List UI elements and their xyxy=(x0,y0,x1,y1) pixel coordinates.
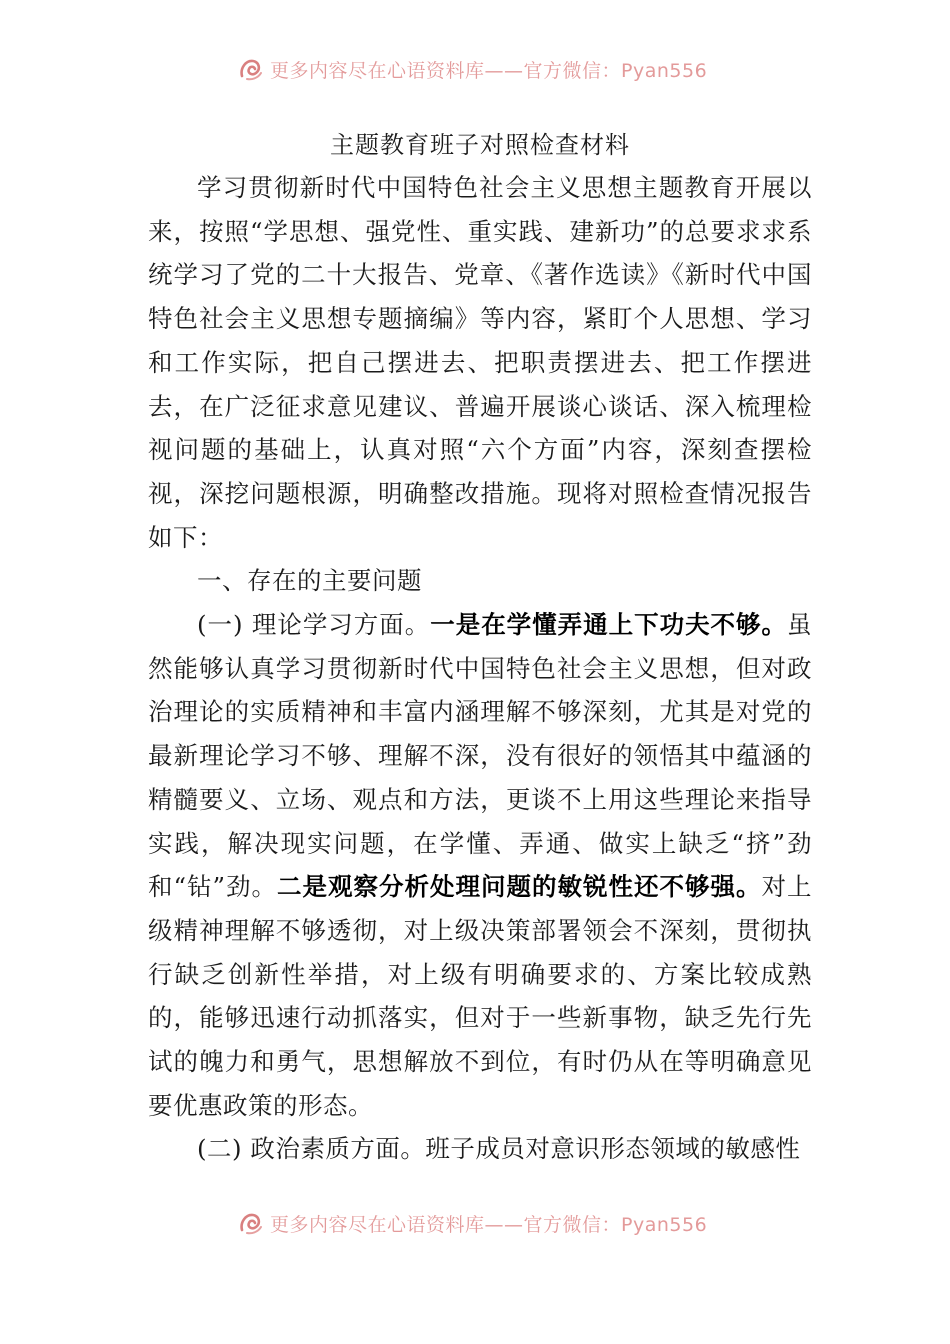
document-body xyxy=(148,124,812,1171)
watermark-banner-bottom xyxy=(238,1208,718,1238)
paragraph-text-one: 虽然能够认真学习贯彻新时代中国特色社会主义思想，但对政治理论的实质精神和丰富内涵理解不够深刻，尤其是对党的最新理论学习不够、理解不深，没有很好的领悟其中蕴涵的精髓要义、立场、观点和方法，更谈不上用这些理论来指导实践，解决现实问题，在学懂、弄通、做实上缺乏“挤”劲和“钻”劲。 xyxy=(148,610,812,902)
bold-point-one: 一是在学懂弄通上下功夫不够。 xyxy=(430,610,787,640)
bold-point-two: 二是观察分析处理问题的敏锐性还不够强。 xyxy=(277,872,762,902)
swirl-logo-icon xyxy=(238,56,264,82)
watermark-text: 更多内容尽在心语资料库——官方微信：Pyan556 xyxy=(270,1213,708,1236)
document-title: 主题教育班子对照检查材料 xyxy=(330,131,630,159)
watermark-banner-top xyxy=(238,54,718,84)
watermark-text: 更多内容尽在心语资料库——官方微信：Pyan556 xyxy=(270,59,708,82)
intro-paragraph: 学习贯彻新时代中国特色社会主义思想主题教育开展以来，按照“学思想、强党性、重实践、建新功”的总要求求系统学习了党的二十大报告、党章、《著作选读》《新时代中国特色社会主义思想专题摘编》等内容，紧盯个人思想、学习和工作实际，把自己摆进去、把职责摆进去、把工作摆进去，在广泛征求意见建议、普遍开展谈心谈话、深入梳理检视问题的基础上，认真对照“六个方面”内容，深刻查摆检视，深挖问题根源，明确整改措施。现将对照检查情况报告如下： xyxy=(148,173,812,552)
swirl-logo-icon xyxy=(238,1210,264,1236)
paragraph-text-two: 对上级精神理解不够透彻，对上级决策部署领会不深刻，贯彻执行缺乏创新性举措，对上级有明确要求的、方案比较成熟的，能够迅速行动抓落实，但对于一些新事物，缺乏先行先试的魄力和勇气，思想解放不到位，有时仍从在等明确意见要优惠政策的形态。 xyxy=(148,872,812,1120)
political-quality-paragraph: (二) 政治素质方面。班子成员对意识形态领域的敏感性 xyxy=(197,1134,801,1164)
section-heading: 一、存在的主要问题 xyxy=(197,566,422,596)
paragraph-lead: (一) 理论学习方面。 xyxy=(197,610,431,640)
theory-study-paragraph xyxy=(148,603,812,1127)
